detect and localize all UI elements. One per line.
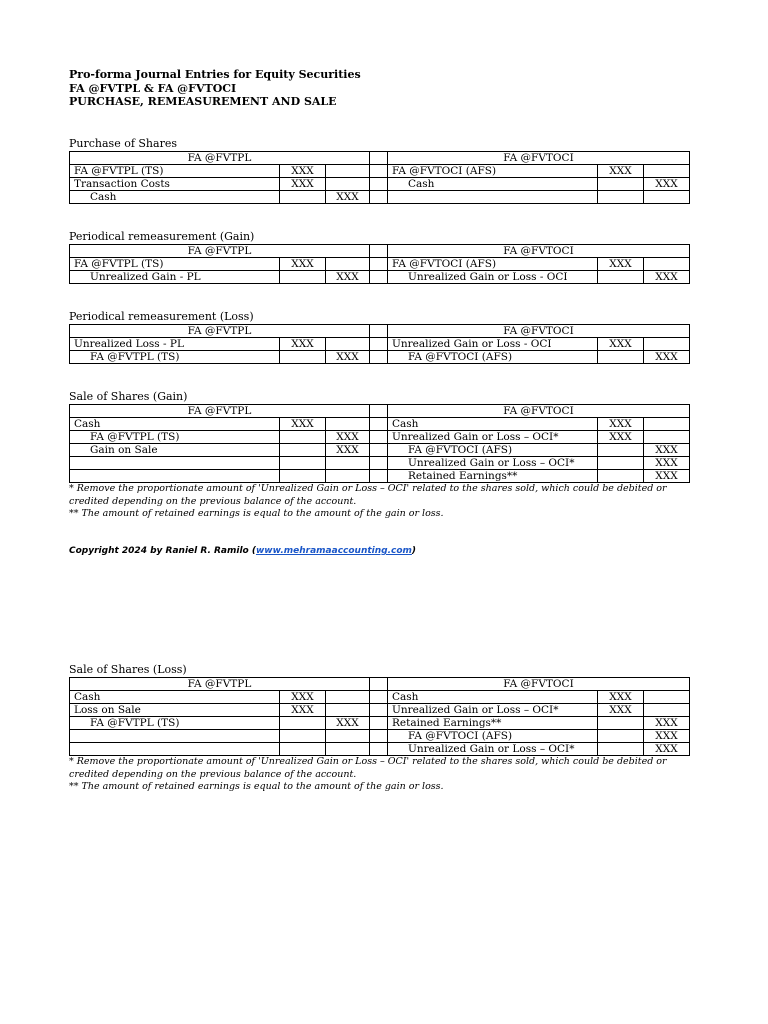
left-credit: XXX	[326, 717, 370, 730]
right-account: FA @FVTOCI (AFS)	[388, 444, 598, 457]
separator-cell	[370, 258, 388, 271]
left-debit: XXX	[280, 338, 326, 351]
left-account	[70, 730, 280, 743]
left-debit: XXX	[280, 418, 326, 431]
left-method-header: FA @FVTPL	[70, 245, 370, 258]
left-account	[70, 743, 280, 756]
left-credit	[326, 470, 370, 483]
right-credit: XXX	[644, 743, 690, 756]
left-account: Cash	[70, 691, 280, 704]
right-account: Unrealized Gain or Loss – OCI*	[388, 457, 598, 470]
left-debit	[280, 351, 326, 364]
left-account: Loss on Sale	[70, 704, 280, 717]
right-account: Retained Earnings**	[388, 470, 598, 483]
right-credit	[644, 691, 690, 704]
right-debit	[598, 351, 644, 364]
left-account: FA @FVTPL (TS)	[70, 165, 280, 178]
table-row	[70, 418, 690, 431]
table-row	[70, 258, 690, 271]
left-credit	[326, 457, 370, 470]
left-method-header: FA @FVTPL	[70, 152, 370, 165]
copyright-prefix: Copyright 2024 by Raniel R. Ramilo (	[69, 546, 256, 556]
separator-cell	[370, 165, 388, 178]
left-credit	[326, 418, 370, 431]
right-method-header: FA @FVTOCI	[388, 325, 690, 338]
right-debit	[598, 444, 644, 457]
copyright-suffix: )	[411, 546, 417, 556]
right-account: Retained Earnings**	[388, 717, 598, 730]
left-account	[70, 470, 280, 483]
left-account: FA @FVTPL (TS)	[70, 717, 280, 730]
left-account: Cash	[70, 418, 280, 431]
separator-cell	[370, 152, 388, 165]
left-account: Gain on Sale	[70, 444, 280, 457]
right-account: Unrealized Gain or Loss – OCI*	[388, 431, 598, 444]
left-credit	[326, 338, 370, 351]
left-debit	[280, 470, 326, 483]
right-credit: XXX	[644, 730, 690, 743]
separator-cell	[370, 470, 388, 483]
right-debit	[598, 470, 644, 483]
left-credit: XXX	[326, 271, 370, 284]
separator-cell	[370, 338, 388, 351]
right-method-header: FA @FVTOCI	[388, 152, 690, 165]
left-debit	[280, 730, 326, 743]
left-debit	[280, 457, 326, 470]
left-credit	[326, 258, 370, 271]
section-label: Sale of Shares (Loss)	[69, 663, 187, 676]
left-credit: XXX	[326, 351, 370, 364]
left-debit	[280, 431, 326, 444]
left-method-header: FA @FVTPL	[70, 678, 370, 691]
table-row	[70, 271, 690, 284]
copyright-notice	[69, 546, 416, 556]
left-account: FA @FVTPL (TS)	[70, 258, 280, 271]
left-debit: XXX	[280, 178, 326, 191]
website-link[interactable]: www.mehramaaccounting.com	[255, 546, 412, 556]
right-credit: XXX	[644, 271, 690, 284]
section-label: Purchase of Shares	[69, 137, 177, 150]
right-account: Cash	[388, 418, 598, 431]
right-account: FA @FVTOCI (AFS)	[388, 258, 598, 271]
table-row	[70, 431, 690, 444]
left-method-header: FA @FVTPL	[70, 325, 370, 338]
separator-cell	[370, 325, 388, 338]
separator-cell	[370, 178, 388, 191]
left-credit	[326, 730, 370, 743]
separator-cell	[370, 730, 388, 743]
right-account	[388, 191, 598, 204]
journal-entry-table	[69, 677, 690, 756]
separator-cell	[370, 271, 388, 284]
left-credit	[326, 743, 370, 756]
right-method-header: FA @FVTOCI	[388, 405, 690, 418]
separator-cell	[370, 405, 388, 418]
left-credit	[326, 178, 370, 191]
right-credit	[644, 338, 690, 351]
separator-cell	[370, 245, 388, 258]
left-account: FA @FVTPL (TS)	[70, 351, 280, 364]
journal-entry-table	[69, 324, 690, 364]
left-credit	[326, 691, 370, 704]
separator-cell	[370, 418, 388, 431]
separator-cell	[370, 717, 388, 730]
left-account	[70, 457, 280, 470]
separator-cell	[370, 704, 388, 717]
table-header-row	[70, 678, 690, 691]
right-debit: XXX	[598, 431, 644, 444]
table-header-row	[70, 405, 690, 418]
table-row	[70, 178, 690, 191]
left-credit: XXX	[326, 431, 370, 444]
right-credit	[644, 258, 690, 271]
right-debit: XXX	[598, 691, 644, 704]
right-method-header: FA @FVTOCI	[388, 245, 690, 258]
right-credit	[644, 431, 690, 444]
right-debit: XXX	[598, 418, 644, 431]
left-debit: XXX	[280, 704, 326, 717]
table-row	[70, 704, 690, 717]
right-credit: XXX	[644, 470, 690, 483]
right-debit: XXX	[598, 165, 644, 178]
right-account: Unrealized Gain or Loss – OCI*	[388, 743, 598, 756]
separator-cell	[370, 691, 388, 704]
table-header-row	[70, 245, 690, 258]
separator-cell	[370, 743, 388, 756]
right-account: Cash	[388, 691, 598, 704]
table-row	[70, 444, 690, 457]
table-row	[70, 351, 690, 364]
footnote: * Remove the proportionate amount of 'Unrealized Gain or Loss – OCI' related to the shares sold, which could be debited or credited depending on the previous balance of the account.	[69, 756, 667, 780]
right-debit	[598, 191, 644, 204]
left-account: Transaction Costs	[70, 178, 280, 191]
footnote: * Remove the proportionate amount of 'Unrealized Gain or Loss – OCI' related to the shares sold, which could be debited or credited depending on the previous balance of the account.	[69, 483, 667, 507]
separator-cell	[370, 444, 388, 457]
right-account: Unrealized Gain or Loss - OCI	[388, 271, 598, 284]
right-credit: XXX	[644, 178, 690, 191]
left-debit	[280, 717, 326, 730]
table-header-row	[70, 152, 690, 165]
table-row	[70, 457, 690, 470]
left-account: Cash	[70, 191, 280, 204]
left-credit	[326, 704, 370, 717]
document-title	[69, 68, 361, 109]
left-method-header: FA @FVTPL	[70, 405, 370, 418]
right-debit: XXX	[598, 338, 644, 351]
right-debit	[598, 717, 644, 730]
title-line-3: PURCHASE, REMEASUREMENT AND SALE	[69, 95, 337, 108]
table-row	[70, 191, 690, 204]
section-label: Sale of Shares (Gain)	[69, 390, 188, 403]
table-row	[70, 165, 690, 178]
separator-cell	[370, 457, 388, 470]
right-debit: XXX	[598, 258, 644, 271]
left-account: Unrealized Gain - PL	[70, 271, 280, 284]
table-row	[70, 730, 690, 743]
title-line-1: Pro-forma Journal Entries for Equity Securities	[69, 68, 361, 81]
left-debit: XXX	[280, 691, 326, 704]
right-debit: XXX	[598, 704, 644, 717]
footnote: ** The amount of retained earnings is equal to the amount of the gain or loss.	[69, 508, 444, 520]
right-credit	[644, 165, 690, 178]
table-row	[70, 691, 690, 704]
right-debit	[598, 457, 644, 470]
right-credit: XXX	[644, 444, 690, 457]
right-credit	[644, 704, 690, 717]
right-debit	[598, 178, 644, 191]
right-credit: XXX	[644, 717, 690, 730]
title-line-2: FA @FVTPL & FA @FVTOCI	[69, 81, 237, 95]
right-credit: XXX	[644, 457, 690, 470]
right-credit	[644, 418, 690, 431]
journal-entry-table	[69, 404, 690, 483]
right-credit	[644, 191, 690, 204]
left-account: Unrealized Loss - PL	[70, 338, 280, 351]
right-account: Unrealized Gain or Loss - OCI	[388, 338, 598, 351]
separator-cell	[370, 191, 388, 204]
separator-cell	[370, 431, 388, 444]
right-account: FA @FVTOCI (AFS)	[388, 730, 598, 743]
right-account: Unrealized Gain or Loss – OCI*	[388, 704, 598, 717]
footnotes	[69, 756, 699, 794]
left-credit: XXX	[326, 191, 370, 204]
right-debit	[598, 730, 644, 743]
left-credit	[326, 165, 370, 178]
footnote: ** The amount of retained earnings is equal to the amount of the gain or loss.	[69, 781, 444, 793]
table-row	[70, 743, 690, 756]
table-row	[70, 470, 690, 483]
table-row	[70, 717, 690, 730]
separator-cell	[370, 351, 388, 364]
table-header-row	[70, 325, 690, 338]
left-debit	[280, 743, 326, 756]
section-label: Periodical remeasurement (Loss)	[69, 310, 254, 323]
right-account: Cash	[388, 178, 598, 191]
journal-entry-table	[69, 244, 690, 284]
left-credit: XXX	[326, 444, 370, 457]
right-account: FA @FVTOCI (AFS)	[388, 165, 598, 178]
separator-cell	[370, 678, 388, 691]
right-debit	[598, 271, 644, 284]
left-debit	[280, 191, 326, 204]
section-label: Periodical remeasurement (Gain)	[69, 230, 255, 243]
journal-entry-table	[69, 151, 690, 204]
left-debit: XXX	[280, 165, 326, 178]
right-credit: XXX	[644, 351, 690, 364]
left-debit: XXX	[280, 258, 326, 271]
left-account: FA @FVTPL (TS)	[70, 431, 280, 444]
right-account: FA @FVTOCI (AFS)	[388, 351, 598, 364]
table-row	[70, 338, 690, 351]
right-debit	[598, 743, 644, 756]
right-method-header: FA @FVTOCI	[388, 678, 690, 691]
footnotes	[69, 483, 699, 521]
left-debit	[280, 271, 326, 284]
left-debit	[280, 444, 326, 457]
